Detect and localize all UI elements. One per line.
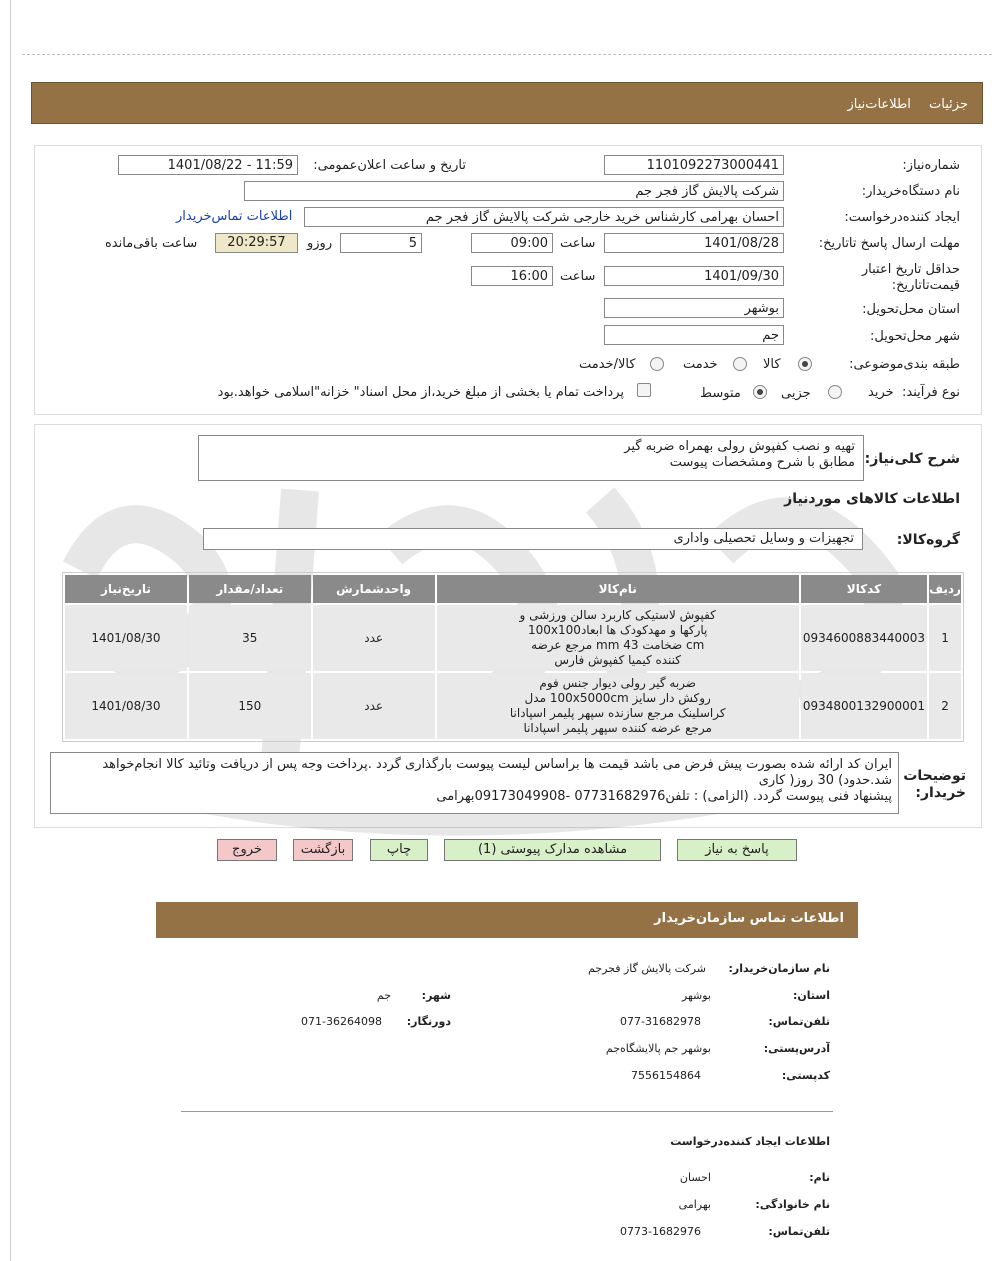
days-label: روزو xyxy=(307,236,333,251)
buyer-org-field: شرکت پالایش گاز فجر جم xyxy=(244,181,784,201)
validity-time-field: 16:00 xyxy=(471,266,553,286)
goods-info-heading: اطلاعات کالاهای موردنیاز xyxy=(784,491,960,507)
contact-postal-label: کدپستی: xyxy=(781,1069,830,1082)
contact-org-label: نام سازمان‌خریدار: xyxy=(728,962,830,975)
col-qty: تعداد/مقدار xyxy=(189,575,311,603)
creator-first-value: احسان xyxy=(679,1171,711,1184)
top-divider xyxy=(22,54,992,55)
province-field: بوشهر xyxy=(604,298,784,318)
cell-row: 1 xyxy=(929,605,961,671)
items-table-wrapper xyxy=(62,572,964,742)
cell-unit: عدد xyxy=(313,673,435,739)
reply-button[interactable]: پاسخ به نیاز xyxy=(677,839,797,861)
validity-hour-label: ساعت xyxy=(560,269,596,284)
exit-button[interactable]: خروج xyxy=(217,839,277,861)
group-field: تجهیزات و وسایل تحصیلی واداری xyxy=(203,528,863,550)
city-label: شهر محل‌تحویل: xyxy=(870,329,960,344)
cell-name xyxy=(437,673,799,739)
col-date: تاریخ‌نیاز xyxy=(65,575,187,603)
cell-qty: 35 xyxy=(189,605,311,671)
buyer-contact-bar: اطلاعات تماس سازمان‌خریدار xyxy=(156,902,858,938)
notes-line-2: شد.حدود) 30 روز( کاری xyxy=(758,773,892,788)
contact-province-value: بوشهر xyxy=(681,989,711,1002)
notes-label: توضیحات خریدار: xyxy=(903,768,966,801)
cell-code: 0934800132900001 xyxy=(801,673,927,739)
category-goods-label: کالا xyxy=(763,357,781,372)
buyer-org-label: نام دستگاه‌خریدار: xyxy=(861,184,960,199)
table-header-row xyxy=(65,575,961,603)
validity-label: حداقل تاریخ اعتبار قیمت‌تا‌تاریخ: xyxy=(861,262,960,293)
creator-label: ایجاد کننده‌درخواست: xyxy=(844,210,960,225)
category-goods-radio[interactable] xyxy=(798,357,812,371)
page-header-bar xyxy=(31,82,983,124)
cell-name xyxy=(437,605,799,671)
cell-name-line: مرجع عرضه کننده سپهر پلیمر اسپادانا xyxy=(523,721,712,735)
contact-address-label: آدرس‌پستی: xyxy=(763,1042,830,1055)
treasury-payment-checkbox[interactable] xyxy=(637,383,651,397)
cell-name-line: پارکها و مهدکودک ها ابعاد100x100 xyxy=(528,623,708,637)
announce-label: تاریخ و ساعت اعلان‌عمومی: xyxy=(313,158,466,173)
creator-phone-value: 0773-1682976 xyxy=(620,1225,701,1238)
cell-code: 0934600883440003 xyxy=(801,605,927,671)
print-button[interactable]: چاپ xyxy=(370,839,428,861)
cell-name-line: ضربه گیر رولی دیوار جنس فوم xyxy=(539,676,696,690)
deadline-label: مهلت ارسال پاسخ تا‌تاریخ: xyxy=(818,236,960,251)
cell-name-line: کفپوش لاستیکی کاربرد سالن ورزشی و xyxy=(519,608,716,622)
deadline-hour-label: ساعت xyxy=(560,236,596,251)
contact-province-label: استان: xyxy=(793,989,830,1002)
summary-label: شرح کلی‌نیاز: xyxy=(864,451,960,467)
city-field: جم xyxy=(604,325,784,345)
category-both-label: کالا/خدمت xyxy=(579,357,636,372)
cell-qty: 150 xyxy=(189,673,311,739)
contact-city-value: جم xyxy=(376,989,391,1002)
contact-phone-label: تلفن‌تماس: xyxy=(768,1015,830,1028)
cell-name-line: کراسلینک مرجع سازنده سپهر پلیمر اسپادانا xyxy=(509,706,726,720)
announce-field: 1401/08/22 - 11:59 xyxy=(118,155,298,175)
creator-field: احسان بهرامی کارشناس خرید خارجی شرکت پالایش گاز فجر جم xyxy=(304,207,784,227)
contact-org-value: شرکت پالایش گاز فجرجم xyxy=(587,962,706,975)
buyer-contact-link[interactable]: اطلاعات تماس‌خریدار xyxy=(176,209,293,224)
process-medium-label: متوسط xyxy=(700,386,741,401)
creator-info-heading: اطلاعات ایجاد کننده‌درخواست xyxy=(670,1135,830,1148)
process-partial-radio[interactable] xyxy=(828,385,842,399)
deadline-date-field: 1401/08/28 xyxy=(604,233,784,253)
need-number-field: 1101092273000441 xyxy=(604,155,784,175)
contact-fax-label: دورنگار: xyxy=(406,1015,451,1028)
items-table xyxy=(63,573,963,741)
remaining-label: ساعت باقی‌مانده xyxy=(105,236,198,251)
notes-box xyxy=(50,752,899,814)
category-both-radio[interactable] xyxy=(650,357,664,371)
notes-line-3: پیشنهاد فنی پیوست گردد. (الزامی) : تلفن07731682976 -09173049908بهرامی xyxy=(436,789,892,804)
tab-need-info[interactable]: اطلاعات‌نیاز xyxy=(847,97,911,112)
col-name: نام‌کالا xyxy=(437,575,799,603)
contact-divider xyxy=(181,1111,833,1112)
cell-name-line: روکش دار سایز 100x5000cm مدل xyxy=(524,691,711,705)
back-button[interactable]: بازگشت xyxy=(293,839,353,861)
category-service-radio[interactable] xyxy=(733,357,747,371)
need-number-label: شماره‌نیاز: xyxy=(902,158,960,173)
contact-fax-value: 071-36264098 xyxy=(301,1015,382,1028)
cell-name-line: کننده کیمیا کفپوش فارس xyxy=(554,653,682,667)
deadline-time-field: 09:00 xyxy=(471,233,553,253)
province-label: استان محل‌تحویل: xyxy=(862,302,960,317)
cell-row: 2 xyxy=(929,673,961,739)
contact-phone-value: 077-31682978 xyxy=(620,1015,701,1028)
col-row: ردیف xyxy=(929,575,961,603)
contact-address-value: بوشهر جم پالایشگاه‌جم xyxy=(605,1042,711,1055)
summary-box xyxy=(198,435,864,481)
creator-last-value: بهرامی xyxy=(678,1198,711,1211)
creator-phone-label: تلفن‌تماس: xyxy=(768,1225,830,1238)
cell-unit: عدد xyxy=(313,605,435,671)
left-border xyxy=(10,0,11,1261)
summary-line-1: تهیه و نصب کفپوش رولی بهمراه ضربه گیر xyxy=(624,439,855,454)
group-label: گروه‌کالا: xyxy=(896,532,960,548)
days-field: 5 xyxy=(340,233,422,253)
view-documents-button[interactable]: مشاهده مدارک پیوستی (1) xyxy=(444,839,661,861)
cell-name-line: cm ضخامت 43 mm مرجع عرضه xyxy=(531,638,705,652)
contact-city-label: شهر: xyxy=(421,989,451,1002)
treasury-payment-note: پرداخت تمام یا بخشی از مبلغ خرید،از محل اسناد" خزانه"اسلامی خواهد.بود xyxy=(217,385,624,400)
process-partial-label: جزیی xyxy=(781,386,811,401)
process-medium-radio[interactable] xyxy=(753,385,767,399)
creator-last-label: نام خانوادگی: xyxy=(755,1198,830,1211)
cell-date: 1401/08/30 xyxy=(65,673,187,739)
creator-first-label: نام: xyxy=(809,1171,830,1184)
col-code: کدکالا xyxy=(801,575,927,603)
process-label: نوع فرآیند: xyxy=(902,385,960,400)
table-row[interactable] xyxy=(65,673,961,739)
remaining-timer: 20:29:57 xyxy=(215,233,298,253)
validity-date-field: 1401/09/30 xyxy=(604,266,784,286)
summary-line-2: مطابق با شرح ومشخصات پیوست xyxy=(669,455,855,470)
category-service-label: خدمت xyxy=(683,357,718,372)
tab-details[interactable]: جزئیات xyxy=(929,97,968,112)
col-unit: واحدشمارش xyxy=(313,575,435,603)
category-label: طبقه بندی‌موضوعی: xyxy=(849,357,960,372)
contact-postal-value: 7556154864 xyxy=(631,1069,701,1082)
cell-date: 1401/08/30 xyxy=(65,605,187,671)
notes-line-1: ایران کد ارائه شده بصورت پیش فرض می باشد قیمت ها براساس لیست پیوست بارگذاری گردد .پرداخت وجه پس از دریافت وتائید کالا انجام‌خواهد xyxy=(102,757,892,772)
table-row[interactable] xyxy=(65,605,961,671)
process-buy-label: خرید xyxy=(868,385,894,400)
